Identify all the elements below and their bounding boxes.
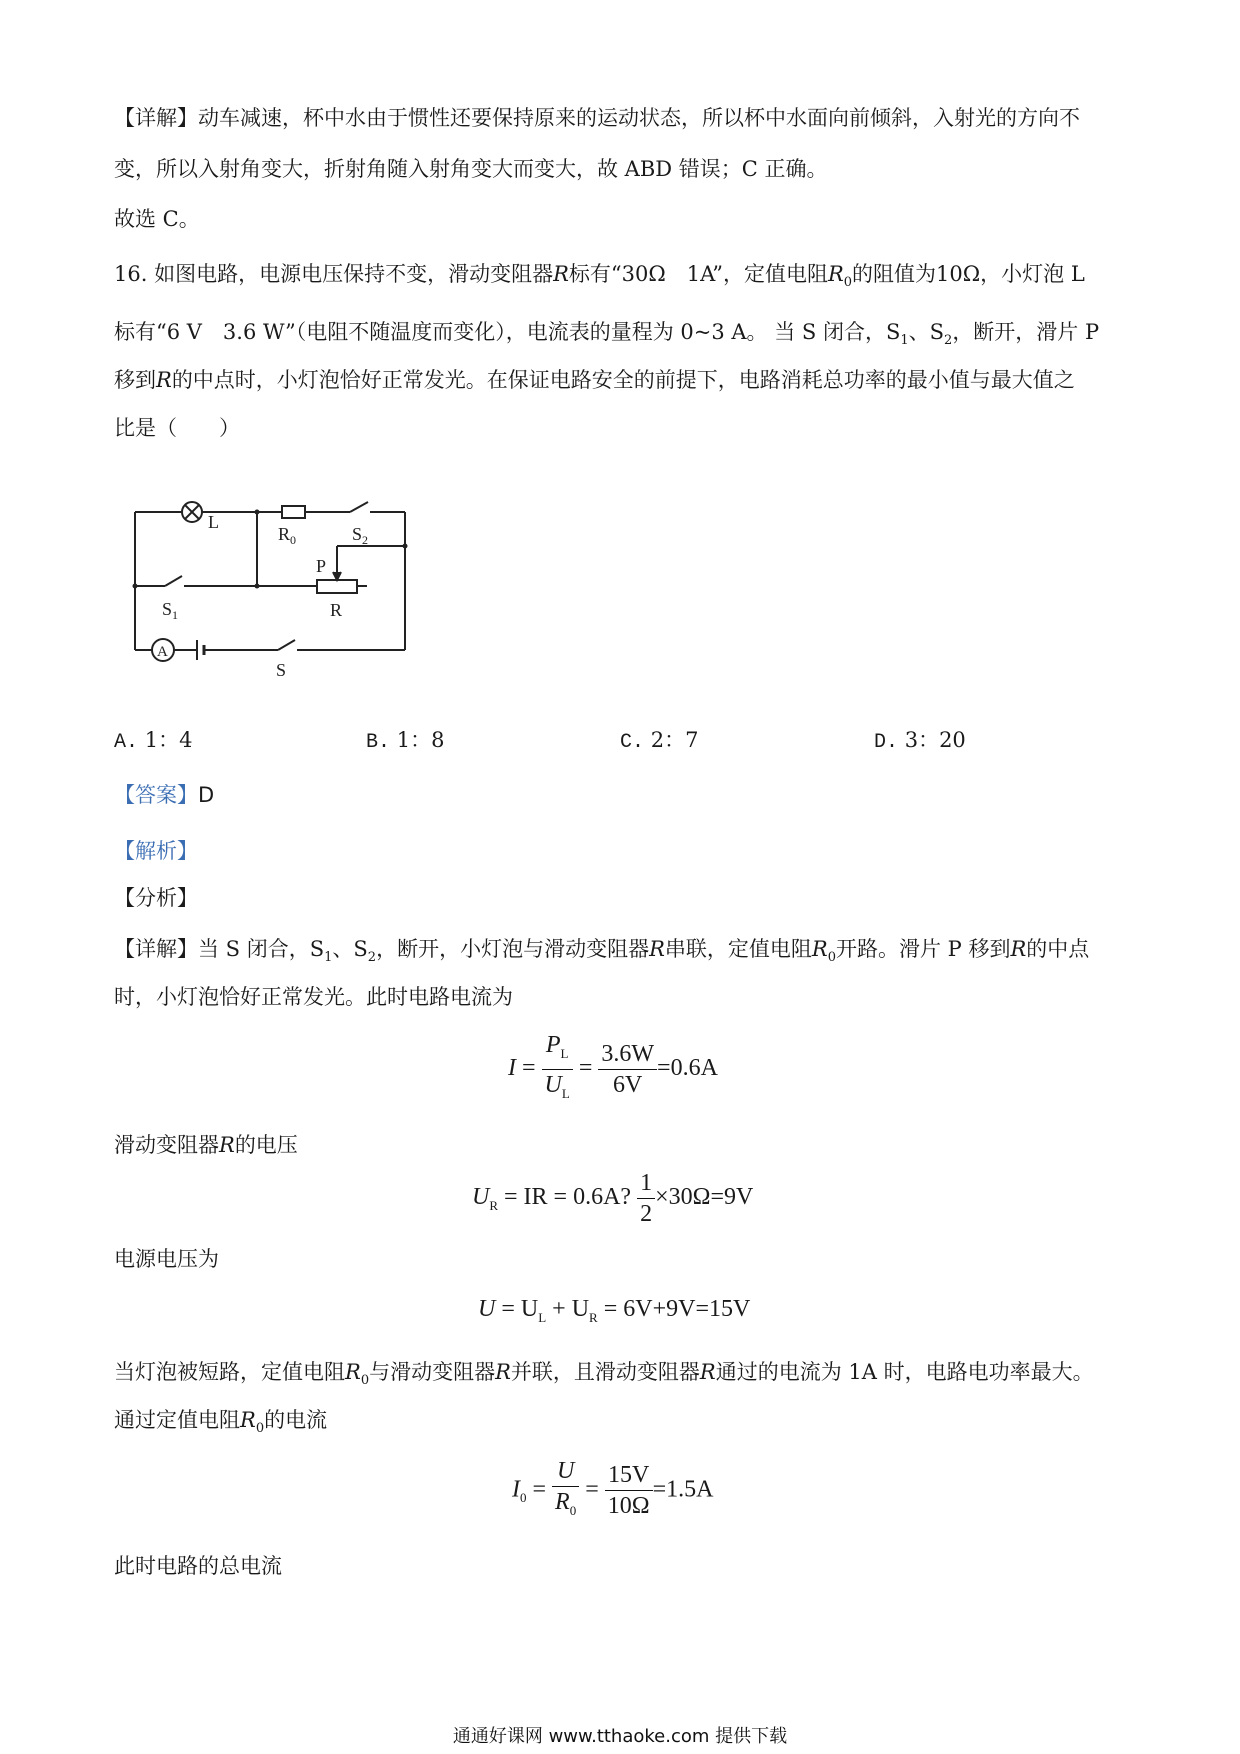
d-text: 、S (332, 937, 368, 961)
analysis-tag: 【解析】 (114, 839, 198, 863)
d-text: 与滑动变阻器 (369, 1360, 496, 1384)
detail-tag: 【详解】 (114, 937, 198, 961)
option-label: A. (114, 731, 139, 754)
label-p: P (316, 556, 327, 576)
d-text: 此时电路的总电流 (114, 1554, 282, 1578)
sub: 1 (900, 333, 909, 349)
d-text: 开路。滑片 P 移到 (835, 937, 1011, 961)
q-text: 比是（ ） (114, 416, 240, 440)
para1-text2: 变，所以入射角变大，折射角随入射角变大而变大，故 ABD 错误；C 正确。 (114, 157, 828, 181)
option-a[interactable] (114, 724, 192, 754)
var-r0: R (240, 1408, 256, 1432)
f-result: =0.6A (657, 1054, 718, 1081)
detail-line7 (114, 1552, 1134, 1580)
fraction: $\frac{3.6W}{6V}$ (598, 1039, 657, 1100)
para1-text3: 故选 C。 (114, 207, 200, 231)
detail-line3 (114, 1131, 1134, 1159)
sub: 0 (827, 950, 836, 966)
label-a: A (157, 644, 168, 660)
option-b[interactable] (366, 724, 444, 754)
detail-line2 (114, 983, 1134, 1011)
para1-text1: 动车减速，杯中水由于惯性还要保持原来的运动状态，所以杯中水面向前倾斜，入射光的方向不 (198, 106, 1080, 130)
d-text: 的中点 (1026, 937, 1090, 961)
question-line4 (114, 414, 1134, 442)
question-line1 (114, 260, 1134, 297)
formula-4: $I_0$ = $\frac{U}{R_0}$ = $\frac{15V}{10\Omega}$ =1.5A (512, 1456, 713, 1526)
option-d[interactable] (874, 724, 966, 754)
var-r: R (649, 937, 665, 961)
q-text: 标有“6 V 3.6 W”（电阻不随温度而变化），电流表的量程为 0~3 A。 当 S 闭合，S (114, 320, 901, 344)
label-r0: $R_0$ (278, 524, 297, 547)
option-label: C. (620, 731, 645, 754)
var-r0: R (827, 262, 844, 286)
fraction: $\frac{P_L}{U_L}$ (542, 1030, 573, 1109)
sub: 2 (944, 333, 953, 349)
f-result: ×30Ω=9V (655, 1184, 754, 1211)
analysis-line (114, 837, 1134, 865)
var-r: R (1010, 937, 1027, 961)
fraction: $\frac{U}{R_0}$ (552, 1456, 579, 1526)
q-text: 的阻值为10Ω，小灯泡 L (852, 262, 1085, 286)
d-text: 时，小灯泡恰好正常发光。此时电路电流为 (114, 985, 513, 1009)
option-value: 1：8 (396, 728, 445, 752)
q-text: ，断开，滑片 P (952, 320, 1100, 344)
resistor-r0-icon (282, 506, 305, 518)
q-text: 移到 (114, 368, 156, 392)
d-text: 串联，定值电阻 (664, 937, 812, 961)
para1-line3 (114, 205, 1134, 233)
d-text: 的电压 (234, 1133, 298, 1157)
var-r: R (156, 368, 172, 392)
d-text: 当灯泡被短路，定值电阻 (114, 1360, 345, 1384)
d-text: 滑动变阻器 (114, 1133, 219, 1157)
detail-line6 (114, 1406, 1134, 1443)
option-value: 3：20 (904, 728, 966, 752)
q-text: 、S (908, 320, 945, 344)
var-r: R (699, 1360, 716, 1384)
fenxi-line (114, 884, 1134, 912)
formula-1: I = $\frac{P_L}{U_L}$ = $\frac{3.6W}{6V}$ =0.6A (508, 1030, 718, 1109)
d-text: 通过的电流为 1A 时，电路电功率最大。 (715, 1360, 1094, 1384)
sub: 0 (255, 1421, 265, 1437)
var-r: R (553, 262, 569, 286)
fraction: $\frac{1}{2}$ (637, 1168, 655, 1229)
para1-line1 (114, 104, 1134, 132)
answer-line (114, 781, 1134, 809)
var-r0: R (811, 937, 828, 961)
label-s: S (276, 660, 287, 680)
option-label: B. (366, 731, 391, 754)
answer-tag: 【答案】 (114, 783, 198, 807)
var-r: R (219, 1133, 235, 1157)
sub: 0 (360, 1373, 370, 1389)
d-text: 电源电压为 (114, 1247, 219, 1271)
d-text: 当 S 闭合，S (198, 937, 325, 961)
q-text: 如图电路，电源电压保持不变，滑动变阻器 (154, 262, 554, 286)
f-var: I (508, 1054, 516, 1081)
d-text: 的电流 (264, 1408, 328, 1432)
sub: 2 (367, 950, 377, 966)
para1-line2 (114, 155, 1134, 183)
fenxi-tag: 【分析】 (114, 886, 198, 910)
f-result: =1.5A (652, 1476, 714, 1503)
detail-line1 (114, 935, 1134, 972)
sub: 0 (843, 275, 853, 291)
q-text: 的中点时，小灯泡恰好正常发光。在保证电路安全的前提下，电路消耗总功率的最小值与最大值之 (171, 368, 1075, 392)
footer-watermark[interactable]: 通通好课网 www.tthaoke.com 提供下载 (452, 1726, 788, 1747)
var-r0: R (345, 1360, 361, 1384)
option-value: 2：7 (650, 728, 699, 752)
fraction: $\frac{15V}{10\Omega}$ (605, 1460, 653, 1521)
question-line3 (114, 366, 1134, 394)
option-label: D. (874, 731, 899, 754)
label-r: R (330, 600, 343, 620)
answer-value: D (198, 783, 215, 807)
detail-line4 (114, 1245, 1134, 1273)
d-text: 并联，且滑动变阻器 (510, 1360, 700, 1384)
question-number: 16. (114, 262, 148, 286)
detail-line5 (114, 1358, 1134, 1395)
d-text: 通过定值电阻 (114, 1408, 240, 1432)
formula-3: $U = U_L + U_R = 6V+9V=15V$ (478, 1296, 751, 1325)
question-line2 (114, 318, 1134, 355)
detail-tag: 【详解】 (114, 106, 198, 130)
formula-2: $U_R$ = IR = 0.6A? $\frac{1}{2}$ ×30Ω=9V (472, 1170, 754, 1227)
option-c[interactable] (620, 724, 698, 754)
circuit-diagram (120, 490, 420, 690)
label-s1: $S_1$ (162, 599, 179, 622)
var-r: R (495, 1360, 511, 1384)
f-result: = 6V+9V=15V (603, 1296, 751, 1322)
option-value: 1：4 (144, 728, 193, 752)
label-l: L (208, 512, 219, 532)
label-s2: $S_2$ (352, 524, 369, 547)
d-text: ，断开，小灯泡与滑动变阻器 (376, 937, 650, 961)
sub: 1 (324, 950, 333, 966)
q-text: 标有“30Ω 1A”，定值电阻 (568, 262, 828, 286)
